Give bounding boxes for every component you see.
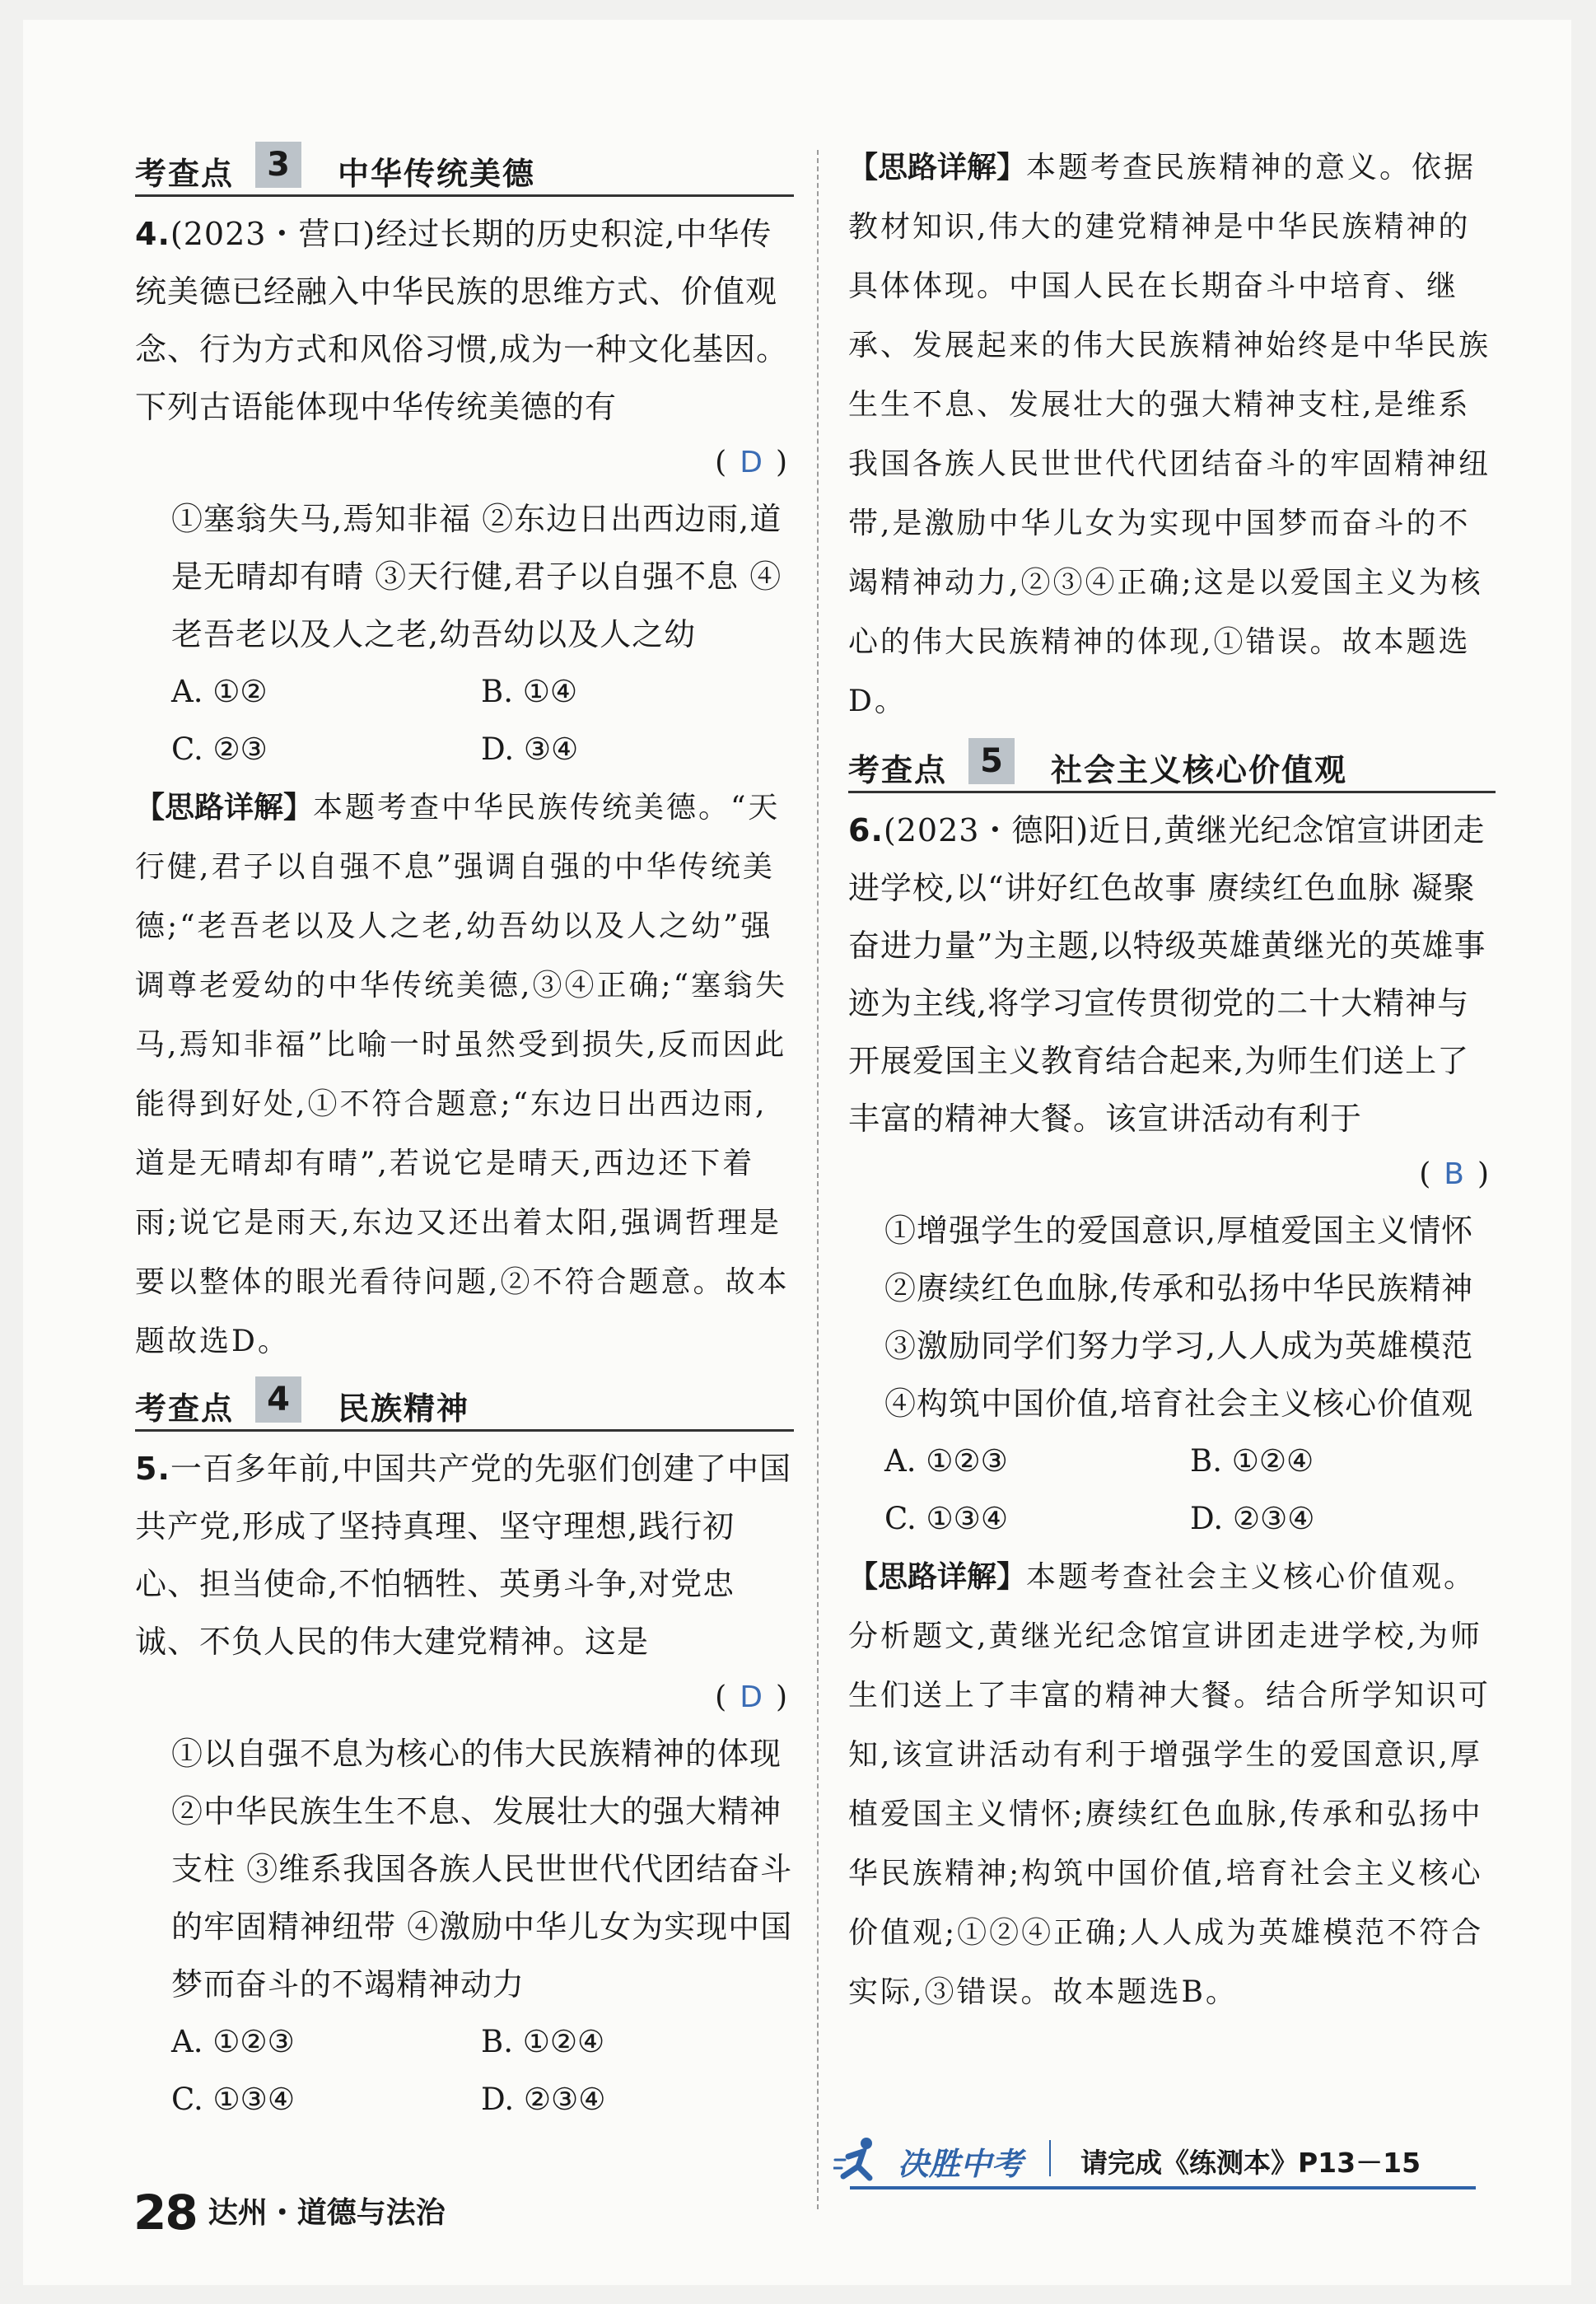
question-6 [848, 801, 1496, 1147]
answer-bracket: ( B ) [1419, 1157, 1489, 1191]
option-a: A. ①② [171, 674, 268, 709]
option-c: C. ②③ [171, 731, 268, 767]
options-row [135, 2071, 794, 2129]
answer-bracket: ( D ) [715, 446, 787, 479]
page-footer [133, 2185, 446, 2241]
analysis-text: 本题考查民族精神的意义。依据教材知识,伟大的建党精神是中华民族精神的具体体现。中国人民在长期奋斗中培育、继承、发展起来的伟大民族精神始终是中华民族生生不息、发展壮大的强大精神支柱,是维系我国各族人民世世代代团结奋斗的牢固精神纽带,是激励中华儿女为实现中国梦而奋斗的不竭精神动力,②③④正确;这是以爱国主义为核心的伟大民族精神的体现,①错误。故本题选D。 [848, 151, 1491, 718]
options-row [848, 1432, 1496, 1490]
option-d: D. ②③④ [1190, 1501, 1315, 1536]
analysis-tag: 【思路详解】 [135, 791, 314, 825]
question-stem: (2023・德阳)近日,黄继光纪念馆宣讲团走进学校,以“讲好红色故事 赓续红色血脉 凝聚奋进力量”为主题,以特级英雄黄继光的英雄事迹为主线,将学习宣传贯彻党的二十大精神与开展爱国主义教育结合起来,为师生们送上了丰富的精神大餐。该宣讲活动有利于 [848, 812, 1486, 1137]
answer: B [1444, 1157, 1464, 1191]
answer: D [740, 1680, 763, 1714]
question-5 [135, 1440, 794, 1671]
option-a: A. ①②③ [884, 1443, 1008, 1479]
answer-bracket: ( D ) [715, 1680, 787, 1714]
option-b: B. ①④ [481, 674, 578, 709]
footer-underline [850, 2186, 1476, 2190]
options-row [135, 663, 794, 721]
statement-3: ③激励同学们努力学习,人人成为英雄模范 [884, 1328, 1474, 1364]
analysis-tag: 【思路详解】 [848, 151, 1027, 185]
section-title: 社会主义核心价值观 [1051, 752, 1348, 788]
option-d: D. ②③④ [481, 2082, 606, 2117]
section-label: 考查点 [848, 752, 948, 788]
statement-2: ②赓续红色血脉,传承和弘扬中华民族精神 [884, 1270, 1474, 1306]
brand-separator [1049, 2140, 1051, 2176]
section-number: 3 [255, 142, 301, 188]
answer: D [740, 446, 763, 479]
option-b: B. ①②④ [1190, 1443, 1314, 1479]
runner-logo-icon [833, 2135, 883, 2185]
question-number: 4. [135, 216, 170, 252]
option-b: B. ①②④ [481, 2024, 605, 2059]
section-number: 4 [255, 1376, 301, 1423]
analysis-block [135, 778, 794, 1372]
question-statements: ①以自强不息为核心的伟大民族精神的体现 ②中华民族生生不息、发展壮大的强大精神支柱 ③维系我国各族人民世世代代团结奋斗的牢固精神纽带 ④激励中华儿女为实现中国梦而奋斗的不竭精神动力 [171, 1736, 793, 2003]
book-label: 达州・道德与法治 [208, 2196, 446, 2230]
section-header-5 [848, 738, 1496, 793]
option-c: C. ①③④ [171, 2082, 296, 2117]
options-row [135, 721, 794, 778]
analysis-text: 本题考查中华民族传统美德。“天行健,君子以自强不息”强调自强的中华传统美德;“老吾老以及人之老,幼吾幼以及人之幼”强调尊老爱幼的中华传统美德,③④正确;“塞翁失马,焉知非福”比喻一时虽然受到损失,反而因此能得到好处,①不符合题意;“东边日出西边雨,道是无晴却有晴”,若说它是晴天,西边还下着雨;说它是雨天,东边又还出着太阳,强调哲理是要以整体的眼光看待问题,②不符合题意。故本题故选D。 [135, 791, 790, 1358]
analysis-tag: 【思路详解】 [848, 1560, 1027, 1594]
question-statements: ①塞翁失马,焉知非福 ②东边日出西边雨,道是无晴却有晴 ③天行健,君子以自强不息 ④老吾老以及人之老,幼吾幼以及人之幼 [171, 501, 782, 652]
statement-4: ④构筑中国价值,培育社会主义核心价值观 [884, 1386, 1474, 1422]
right-column [848, 138, 1496, 2022]
option-c: C. ①③④ [884, 1501, 1009, 1536]
option-d: D. ③④ [481, 731, 579, 767]
analysis-block [848, 138, 1496, 731]
question-4 [135, 205, 794, 436]
question-number: 6. [848, 812, 884, 848]
section-label: 考查点 [135, 1390, 235, 1427]
column-divider [817, 150, 819, 2209]
brand-footer [833, 2125, 1492, 2199]
analysis-text: 本题考查社会主义核心价值观。分析题文,黄继光纪念馆宣讲团走进学校,为师生们送上了丰富的精神大餐。结合所学知识可知,该宣讲活动有利于增强学生的爱国意识,厚植爱国主义情怀;赓续红色血脉,传承和弘扬中华民族精神;构筑中国价值,培育社会主义核心价值观;①②④正确;人人成为英雄模范不符合实际,③错误。故本题选B。 [848, 1560, 1491, 2009]
question-stem: 一百多年前,中国共产党的先驱们创建了中国共产党,形成了坚持真理、坚守理想,践行初心、担当使命,不怕牺牲、英勇斗争,对党忠诚、不负人民的伟大建党精神。这是 [135, 1451, 791, 1660]
page-number: 28 [133, 2185, 197, 2241]
option-a: A. ①②③ [171, 2024, 295, 2059]
section-header-3 [135, 142, 794, 197]
section-header-4 [135, 1376, 794, 1432]
options-row [848, 1490, 1496, 1548]
analysis-block [848, 1548, 1496, 2022]
options-row [135, 2013, 794, 2071]
section-label: 考查点 [135, 156, 235, 192]
statement-1: ①增强学生的爱国意识,厚植爱国主义情怀 [884, 1213, 1474, 1249]
question-number: 5. [135, 1451, 170, 1487]
question-stem: (2023・营口)经过长期的历史积淀,中华传统美德已经融入中华民族的思维方式、价值观念、行为方式和风俗习惯,成为一种文化基因。下列古语能体现中华传统美德的有 [135, 216, 789, 425]
section-title: 中华传统美德 [338, 156, 536, 192]
workbook-reference: 请完成《练测本》P13－15 [1080, 2147, 1421, 2179]
brand-name: 决胜中考 [898, 2146, 1024, 2182]
section-title: 民族精神 [338, 1390, 470, 1427]
left-column [135, 138, 794, 2129]
section-number: 5 [968, 738, 1015, 784]
